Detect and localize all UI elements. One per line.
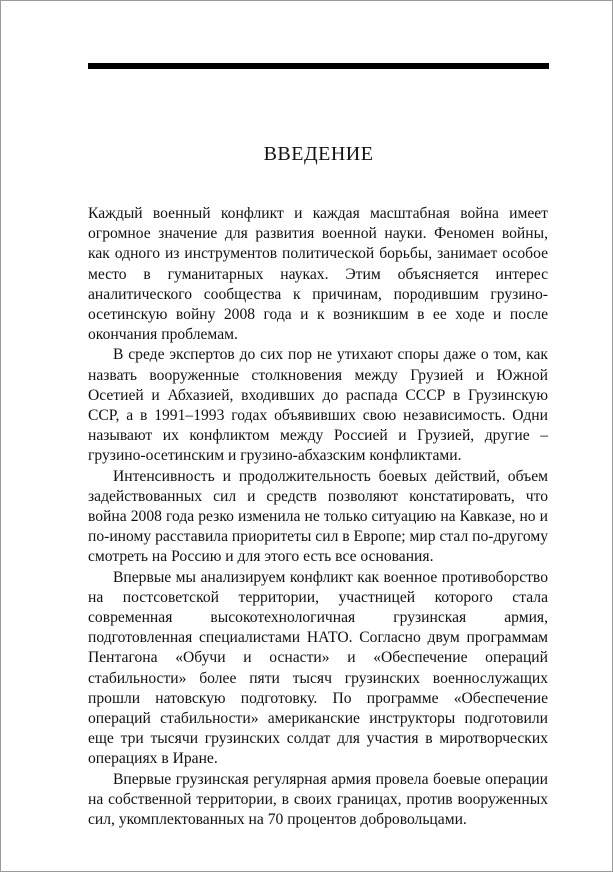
page-title: ВВЕДЕНИЕ [263,143,374,165]
body-text [88,204,548,830]
paragraph-2: В среде экспертов до сих пор не утихают споры даже о том, как назвать вооруженные столкновения между Грузией и Южной Осетией и Абхазией, входивших до распада СССР в Грузинскую ССР, а в 1991–1993 годах объявивших свою независимость. Одни называют их конфликтом между Россией и Грузией, другие – грузино-осетинским и грузино-абхазским конфликтами. [88,346,548,465]
header-rule [88,63,549,69]
paragraph-4: Впервые мы анализируем конфликт как военное противоборство на постсоветской территории, участницей которого стала современная высокотехнологичная грузинская армия, подготовленная специалистами НАТО. Согласно двум программам Пентагона «Обучи и оснасти» и «Обеспечение операций стабильности» более пяти тысяч грузинских военнослужащих прошли натовскую подготовку. По программе «Обеспечение операций стабильности» американские инструкторы подготовили еще три тысячи грузинских солдат для участия в миротворческих операциях в Иране. [88,568,548,768]
paragraph-3: Интенсивность и продолжительность боевых действий, объем задействованных сил и средств позволяют констатировать, что война 2008 года резко изменила не только ситуацию на Кавказе, но и по-иному расставила приоритеты сил в Европе; мир стал по-другому смотреть на Россию и для этого есть все основания. [88,467,548,566]
paragraph-1: Каждый военный конфликт и каждая масштабная война имеет огромное значение для развития военной науки. Феномен войны, как одного из инструментов политической борьбы, занимает особое место в гуманитарных науках. Этим объясняется интерес аналитического сообщества к причинам, породившим грузино-осетинскую войну 2008 года и к возникшим в ее ходе и после окончания проблемам. [88,205,548,344]
paragraph-5: Впервые грузинская регулярная армия провела боевые операции на собственной территории, в своих границах, против вооруженных сил, укомплектованных на 70 процентов добровольцами. [88,770,548,829]
